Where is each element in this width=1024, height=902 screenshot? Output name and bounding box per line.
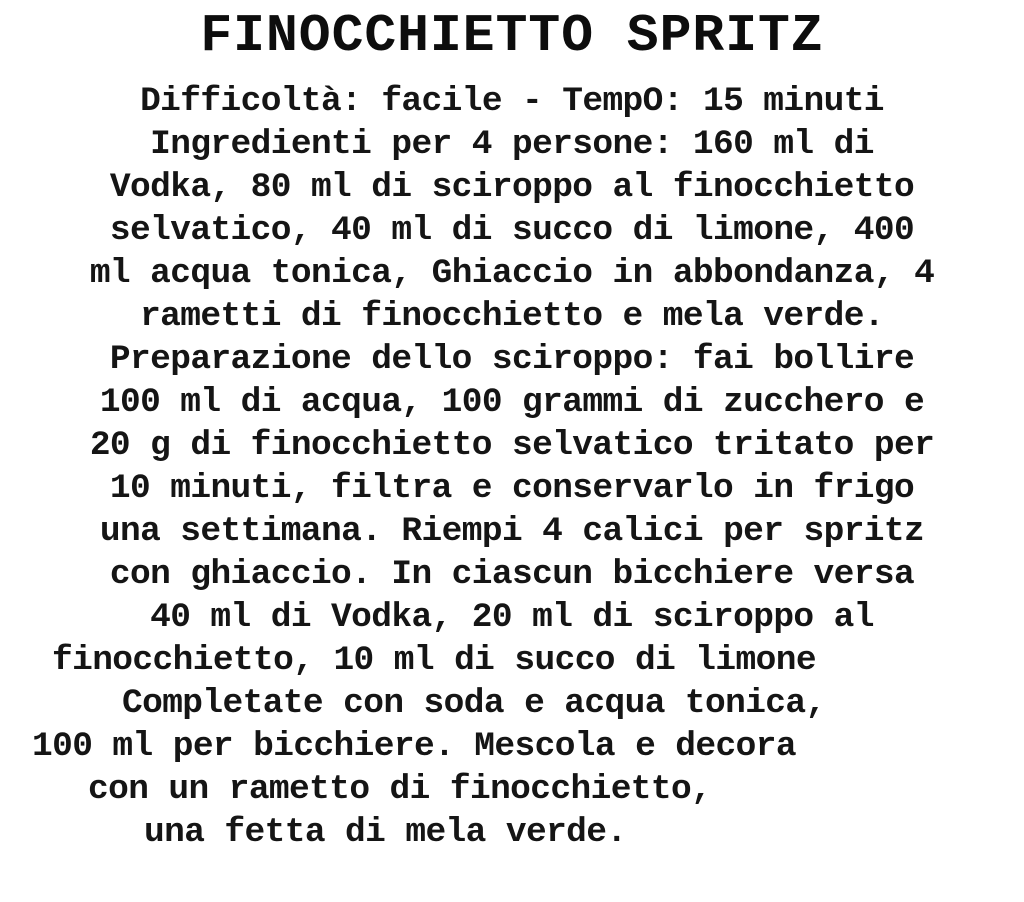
line-ingredients: rametti di finocchietto e mela verde. — [140, 297, 884, 336]
line-preparation: una settimana. Riempi 4 calici per spritz — [99, 512, 925, 551]
line-preparation: Preparazione dello sciroppo: fai bollire — [109, 340, 915, 379]
line-ingredients: ml acqua tonica, Ghiaccio in abbondanza, 4 — [89, 254, 935, 293]
line-preparation: Completate con soda e acqua tonica, — [122, 684, 826, 723]
line-ingredients-intro: Ingredienti per 4 persone: 160 ml di — [150, 125, 874, 164]
line-ingredients: Vodka, 80 ml di sciroppo al finocchietto — [109, 168, 915, 207]
line-difficulty-time: Difficoltà: facile - TempO: 15 minuti — [140, 82, 884, 121]
recipe-title: FINOCCHIETTO SPRITZ — [200, 6, 824, 66]
line-preparation: 100 ml di acqua, 100 grammi di zucchero e — [99, 383, 925, 422]
line-preparation: 100 ml per bicchiere. Mescola e decora — [32, 727, 796, 766]
line-preparation: 40 ml di Vodka, 20 ml di sciroppo al — [150, 598, 874, 637]
line-preparation: finocchietto, 10 ml di succo di limone — [52, 641, 816, 680]
line-preparation: 20 g di finocchietto selvatico tritato per — [89, 426, 935, 465]
line-preparation: con ghiaccio. In ciascun bicchiere versa — [109, 555, 915, 594]
line-preparation: 10 minuti, filtra e conservarlo in frigo — [109, 469, 915, 508]
line-preparation: con un rametto di finocchietto, — [88, 770, 712, 809]
line-ingredients: selvatico, 40 ml di succo di limone, 400 — [109, 211, 915, 250]
line-preparation: una fetta di mela verde. — [144, 813, 627, 852]
